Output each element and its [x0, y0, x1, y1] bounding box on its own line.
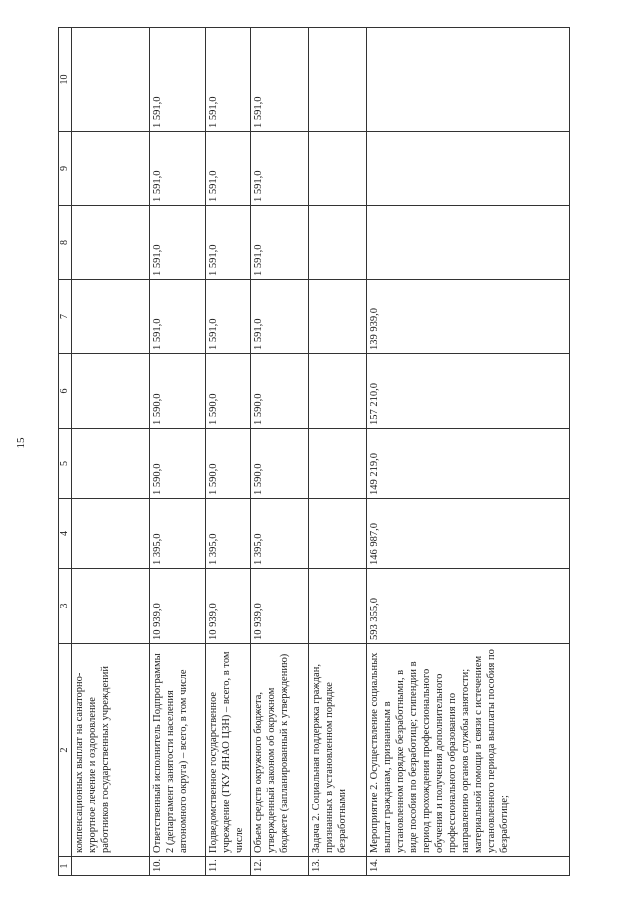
row-number: 14. [367, 857, 570, 876]
cell-value: 1 590,0 [150, 354, 206, 429]
rotated-table-container [58, 28, 570, 876]
cell-value: 1 591,0 [150, 28, 206, 132]
cell-value: 1 590,0 [251, 429, 309, 499]
header-cell: 6 [59, 354, 72, 429]
row-number: 11. [206, 857, 251, 876]
cell-value [309, 429, 367, 499]
row-description: Объем средств окружного бюджета, утвержденный законом об окружном бюджете (запланированный к утверждению) [251, 644, 309, 857]
cell-value: 1 591,0 [206, 206, 251, 280]
cell-value: 1 591,0 [150, 206, 206, 280]
row-description: Задача 2. Социальная поддержка граждан, признанных в установленном порядке безработными [309, 644, 367, 857]
cell-value: 593 355,0 [367, 569, 570, 644]
cell-value [72, 429, 150, 499]
cell-value: 146 987,0 [367, 499, 570, 569]
cell-value: 1 590,0 [150, 429, 206, 499]
cell-value: 1 590,0 [206, 354, 251, 429]
cell-value [309, 280, 367, 354]
cell-value: 10 939,0 [251, 569, 309, 644]
cell-value: 1 591,0 [251, 28, 309, 132]
cell-value: 1 590,0 [206, 429, 251, 499]
header-cell: 2 [59, 644, 72, 857]
budget-table [58, 27, 570, 876]
cell-value: 1 591,0 [251, 206, 309, 280]
cell-value: 1 591,0 [206, 280, 251, 354]
table-row [309, 28, 367, 876]
cell-value [309, 569, 367, 644]
cell-value: 10 939,0 [206, 569, 251, 644]
cell-value [72, 569, 150, 644]
cell-value: 1 591,0 [150, 280, 206, 354]
table-row [367, 28, 570, 876]
cell-value: 139 939,0 [367, 280, 570, 354]
row-description: Подведомственное государственное учреждение (ГКУ ЯНАО ЦЗН) – всего, в том числе [206, 644, 251, 857]
cell-value: 1 591,0 [206, 28, 251, 132]
table-row [72, 28, 150, 876]
page-number: 15 [15, 437, 27, 449]
header-cell: 5 [59, 429, 72, 499]
cell-value [309, 354, 367, 429]
cell-value [72, 499, 150, 569]
table-row [251, 28, 309, 876]
header-row [59, 28, 72, 876]
row-number: 13. [309, 857, 367, 876]
cell-value [309, 499, 367, 569]
header-cell: 1 [59, 857, 72, 876]
row-number: 12. [251, 857, 309, 876]
table-row [150, 28, 206, 876]
row-number [72, 857, 150, 876]
row-number: 10. [150, 857, 206, 876]
cell-value [309, 28, 367, 132]
cell-value [72, 206, 150, 280]
cell-value: 1 591,0 [150, 132, 206, 206]
header-cell: 9 [59, 132, 72, 206]
header-cell: 3 [59, 569, 72, 644]
cell-value [367, 28, 570, 132]
header-cell: 8 [59, 206, 72, 280]
cell-value [72, 280, 150, 354]
header-cell: 4 [59, 499, 72, 569]
table-row [206, 28, 251, 876]
header-cell: 7 [59, 280, 72, 354]
cell-value: 1 395,0 [251, 499, 309, 569]
cell-value [72, 132, 150, 206]
cell-value: 1 591,0 [251, 280, 309, 354]
cell-value [72, 28, 150, 132]
cell-value [367, 206, 570, 280]
cell-value [309, 132, 367, 206]
cell-value: 1 395,0 [206, 499, 251, 569]
cell-value [367, 132, 570, 206]
cell-value: 1 591,0 [206, 132, 251, 206]
row-description: Мероприятие 2. Осуществление социальных выплат гражданам, признанным в установленном порядке безработными, в виде пособия по безработице; стипендии в период прохождения профессионального обучения и получения дополнительного профессионального образования по направлению органов службы занятости; материальной помощи в связи с истечением установленного периода выплаты пособия по безработице; [367, 644, 570, 857]
cell-value: 1 395,0 [150, 499, 206, 569]
cell-value: 149 219,0 [367, 429, 570, 499]
row-description: Ответственный исполнитель Подпрограммы 2 (департамент занятости населения автономного округа) – всего, в том числе [150, 644, 206, 857]
cell-value [72, 354, 150, 429]
cell-value: 1 591,0 [251, 132, 309, 206]
cell-value: 10 939,0 [150, 569, 206, 644]
cell-value [309, 206, 367, 280]
cell-value: 1 590,0 [251, 354, 309, 429]
cell-value: 157 210,0 [367, 354, 570, 429]
header-cell: 10 [59, 28, 72, 132]
row-description: компенсационных выплат на санаторно-курортное лечение и оздоровление работников государственных учреждений [72, 644, 150, 857]
